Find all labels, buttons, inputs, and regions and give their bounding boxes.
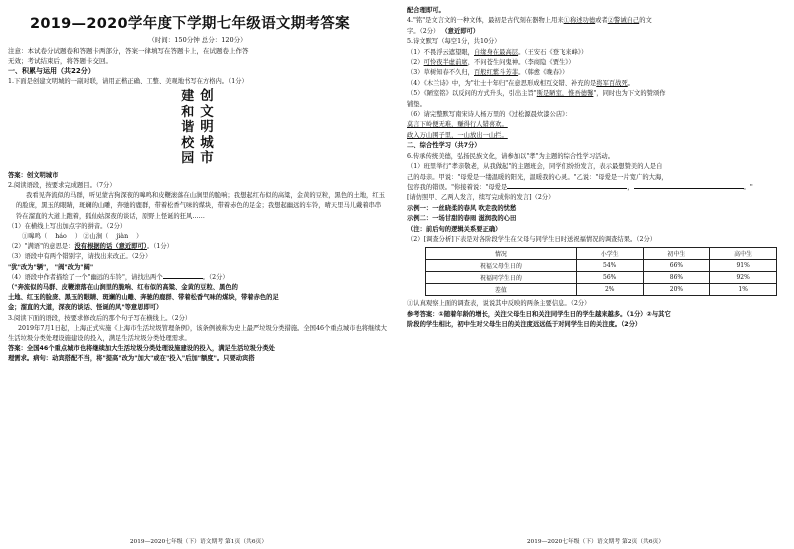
q6-prompt: 包容我的错误。"你接着说："母爱是 <box>407 183 508 191</box>
sub-question-1: （1）在横线上写出加点字的拼音。（2分） <box>8 222 127 230</box>
couplet-right-column <box>200 89 214 167</box>
couplet-char: 明 <box>200 119 214 136</box>
couplet <box>8 89 387 167</box>
sub-question-2 <box>8 242 387 252</box>
question-2: 2.阅读语段，按要求完成题目。（7分） <box>8 181 116 189</box>
poem-line-4 <box>407 79 782 89</box>
page-title: 2019—2020学年度下学期七年级语文期考答案 <box>30 16 350 32</box>
answer-3-line-1: 答案：全国46个重点城市也将继续加大生活垃圾分类处理设施建设的投入，满足生活垃圾分类处 <box>8 345 275 353</box>
question-4-line-2 <box>407 27 782 37</box>
question-5: 5.诗文默写（每空1分，共10分） <box>407 38 501 46</box>
answer-3-line-2: 理需求。病句：动宾搭配不当，将"提高"改为"加大"或在"投入"后加"额度"。只要动宾搭 <box>8 355 255 363</box>
poem-source: 。（王安石《登飞来峰》） <box>518 48 588 56</box>
q4-tail: 的文 <box>639 17 652 25</box>
poem-answer: 将军百战死 <box>596 79 628 87</box>
example-note: （注：前后句的逻辑关系要正确） <box>407 225 502 233</box>
sub-question-3-answer: "犹"改为"辆"， "阀"改为"阔" <box>8 263 94 271</box>
table-cell: 86% <box>643 272 710 284</box>
q6-end: 。" <box>743 183 753 191</box>
couplet-char: 校 <box>181 135 195 151</box>
sub4-label: （4）语段中作者描绘了一个"幽远的车铃"，请找出两个 <box>8 273 163 281</box>
sub-question-4 <box>8 273 387 283</box>
sub1b-answer: jiàn <box>116 232 129 240</box>
table-cell: 祝福父母生日的 <box>426 260 577 272</box>
sub-question-4-answer-line-1: （"奔流似的马群、皮鞭滚落在山涧里的脆响、红布似的高粱、金黄的豆粒、黑色的 <box>8 283 238 291</box>
q4-answer-1: ①称述功德 <box>563 17 596 25</box>
table-cell: 1% <box>710 284 777 296</box>
reference-answer-line-2: 阶段的学生相比，初中生对父母生日的关注度远远低于对同学生日的关注度。（2分） <box>407 321 642 329</box>
table-header-row <box>426 248 777 260</box>
answer-blank <box>507 188 627 189</box>
poem-source: 。 <box>627 79 635 87</box>
couplet-char: 园 <box>181 151 195 167</box>
q4-connector: 或者 <box>595 17 608 25</box>
poem-line-3 <box>407 68 782 78</box>
q6-comma: ， <box>627 183 634 191</box>
q4-b: 字。（2分） <box>407 27 440 35</box>
table-cell: 2% <box>576 284 643 296</box>
poem-answer: 百般红紫斗芳菲 <box>473 69 519 77</box>
question-6-line-4: [请仿照甲、乙两人发言，续写完成你的发言]（2分） <box>407 194 555 202</box>
answer-continuation: 配合理即可。 <box>407 7 445 14</box>
poem-line-5 <box>407 89 782 99</box>
couplet-char: 创 <box>200 88 214 105</box>
sub1a-label: ①嗥鸣（ <box>22 232 48 240</box>
table-header: 初中生 <box>643 248 710 260</box>
couplet-char: 谐 <box>181 120 195 136</box>
poem-answer: 可怜夜半虚前席 <box>423 59 468 67</box>
survey-table <box>425 247 777 296</box>
right-page <box>397 0 794 549</box>
question-6-part-2: （2）[调查分析]下表是对各阶段学生在父母与同学生日时送祝福情况的调查结果。（2分） <box>407 235 657 243</box>
sub-question-3: （3）语段中有两个错别字，请找出来改正。（2分） <box>8 253 152 261</box>
table-header: 小学生 <box>576 248 643 260</box>
notice-line-2: 无效；考试结束后，将答题卡交回。 <box>8 57 112 65</box>
section-2-heading: 二、综合性学习（共7分） <box>407 142 481 150</box>
poem-answer: 自缘身在最高层 <box>473 48 519 56</box>
section-1-heading: 一、积累与运用（共22分） <box>8 67 95 75</box>
question-6: 6.传承传统美德，弘扬民族文化，请参加以"孝"为主题的综合性学习活动。 <box>407 152 615 160</box>
example-1: 示例一：一丝晓柔的春风 吹走我的忧愁 <box>407 204 517 212</box>
table-cell: 92% <box>710 272 777 284</box>
table-row <box>426 272 777 284</box>
poem-text: （2） <box>407 59 424 67</box>
poem-line-5-cont: 铺垫。 <box>407 100 426 108</box>
answer-1: 答案：创文明城市 <box>8 171 59 179</box>
couplet-left-column <box>181 89 194 167</box>
poem-answer-6b: 政入万山围子里，一山放出一山拦。 <box>407 131 508 139</box>
poem-line-6: （6）请完整默写南宋诗人杨万里的《过松源晨炊漆公店》： <box>407 111 572 119</box>
question-6-line-2: 己的母亲。甲说："母爱是一缕温暖的阳光，温暖我的心灵。"乙说："母爱是一片宽广的大海， <box>407 173 668 181</box>
poem-source: ，不问苍生问鬼神。（李商隐《贾生》） <box>467 59 575 67</box>
passage-2: 我看见奔流似的马群，听见蒙古狗深夜的嗥鸣和皮鞭滚落在山涧里的脆响；我想起红布似的高粱，金黄的豆粒，黑色的土地，红玉的脸庞，黑玉的眼睛，斑斓的山雕，奔驰的鹿群，带着松香气味的煤块，带着赤色的足金；我想起幽远的车铃，晴天里马儿戴着串串铃在溜直的大道上跑着，狐仙姑深夜的谈话，原野上怪诞的狂风…… <box>16 192 385 220</box>
notice-line-1: 注意：本试卷分试题卷和答题卡两部分，答案一律填写在答题卡上，在试题卷上作答 <box>8 47 249 55</box>
table-cell: 祝福同学生日的 <box>426 272 577 284</box>
couplet-char: 文 <box>200 103 214 120</box>
reference-answer-line-1: 参考答案：①随着年龄的增长，关注父母生日和关注同学生日的学生越来越多。（1分）②与其它 <box>407 310 671 318</box>
table-cell: 54% <box>576 260 643 272</box>
answer-blank <box>634 188 744 189</box>
poem-text: （1）不畏浮云遮望眼， <box>407 48 474 56</box>
couplet-char: 建 <box>181 89 195 105</box>
table-header: 情况 <box>426 248 577 260</box>
table-cell: 66% <box>643 260 710 272</box>
question-6-line-3 <box>407 183 782 193</box>
q4-note: （意近即可） <box>441 27 480 35</box>
sub2-tail: 。（1分） <box>146 243 173 251</box>
table-cell: 差值 <box>426 284 577 296</box>
passage-3: 2019年7月1日起，上海正式实施《上海市生活垃圾管理条例》，该条例被称为史上最严垃圾分类措施。全国46个重点城市也将继续大生活垃圾分类处理设施建设的投入，满足生活垃圾分类处理需求。 <box>8 324 387 342</box>
sub1c-label: ） <box>136 232 143 240</box>
couplet-char: 市 <box>200 150 214 167</box>
table-row <box>426 284 777 296</box>
q4-answer-2: ②警诫自己 <box>607 17 640 25</box>
poem-line-1 <box>407 48 782 58</box>
table-cell: 20% <box>643 284 710 296</box>
question-6-line-1: （1）班里举行"孝亲敬老，从我做起"的主题班会，同学们纷纷发言，表示最想赞美的人是自 <box>407 163 663 171</box>
table-cell: 56% <box>576 272 643 284</box>
sub-question-4-answer-line-3: 金；溜直的大道，深夜的谈话、怪诞的风"等意思即可） <box>8 304 163 312</box>
poem-line-2 <box>407 58 782 68</box>
q4-text: 4."铭"是文言文的一种文体，最初是古代刻在器物上用来 <box>407 17 564 25</box>
poem-source: "，同时也为下文的赞颂作 <box>593 90 666 98</box>
question-4 <box>407 16 782 26</box>
poem-text: （4）《木兰诗》中，为"壮士十年归"在意思形成相互交错、补充的是 <box>407 79 597 87</box>
table-row <box>426 260 777 272</box>
sub-question-1-answers <box>8 232 387 242</box>
poem-source: 。（韩愈《晚春》） <box>518 69 569 77</box>
poem-answer: 斯是陋室，惟吾德馨 <box>536 90 594 98</box>
poem-text: （5）《陋室铭》以反问的方式升头，引出主旨" <box>407 90 537 98</box>
sub-question-4-answer-line-2: 土地、红玉的脸庞、黑玉的眼睛、斑斓的山雕、奔驰的鹿群、带着松香气味的煤块，带着赤色的足 <box>8 294 279 302</box>
question-6-part-3: ①认真观察上面的调查表，说说其中反映的两条主要信息。（2分） <box>407 300 591 308</box>
sub1a-answer: háo <box>55 232 67 240</box>
question-3: 3.阅读下面的语段，按要求修改后的那个句子写在横线上。（2分） <box>8 314 192 322</box>
couplet-char: 城 <box>200 134 214 151</box>
page-footer: 2019—2020七年级（下）语文期考 第1页（共6页） <box>129 539 268 545</box>
sub2-answer: 没有根据的话（意近即可） <box>74 243 147 251</box>
table-cell: 91% <box>710 260 777 272</box>
sub1b-label: ） ②山涧（ <box>74 232 109 240</box>
example-2: 示例二：一场甘甜的春雨 滋润我的心田 <box>407 215 517 223</box>
poem-text: （3）草树知春不久归， <box>407 69 474 77</box>
table-header: 高中生 <box>710 248 777 260</box>
sub2-label: （2）"满语"的意思是： <box>8 243 75 251</box>
sub4-tail: 。（2分） <box>202 273 229 281</box>
question-1: 1.下面是创建文明城的一副对联，请用正楷正确、工整、美观地书写在方格内。（1分） <box>8 78 248 85</box>
answer-blank <box>163 278 203 279</box>
page-footer: 2019—2020七年级（下）语文期考 第2页（共6页） <box>526 539 665 545</box>
couplet-char: 和 <box>181 104 195 120</box>
exam-meta: （时间：150分钟 总分：120分） <box>148 36 247 44</box>
poem-answer-6a: 莫言下岭便无难，赚得行人错喜欢。 <box>407 121 508 129</box>
